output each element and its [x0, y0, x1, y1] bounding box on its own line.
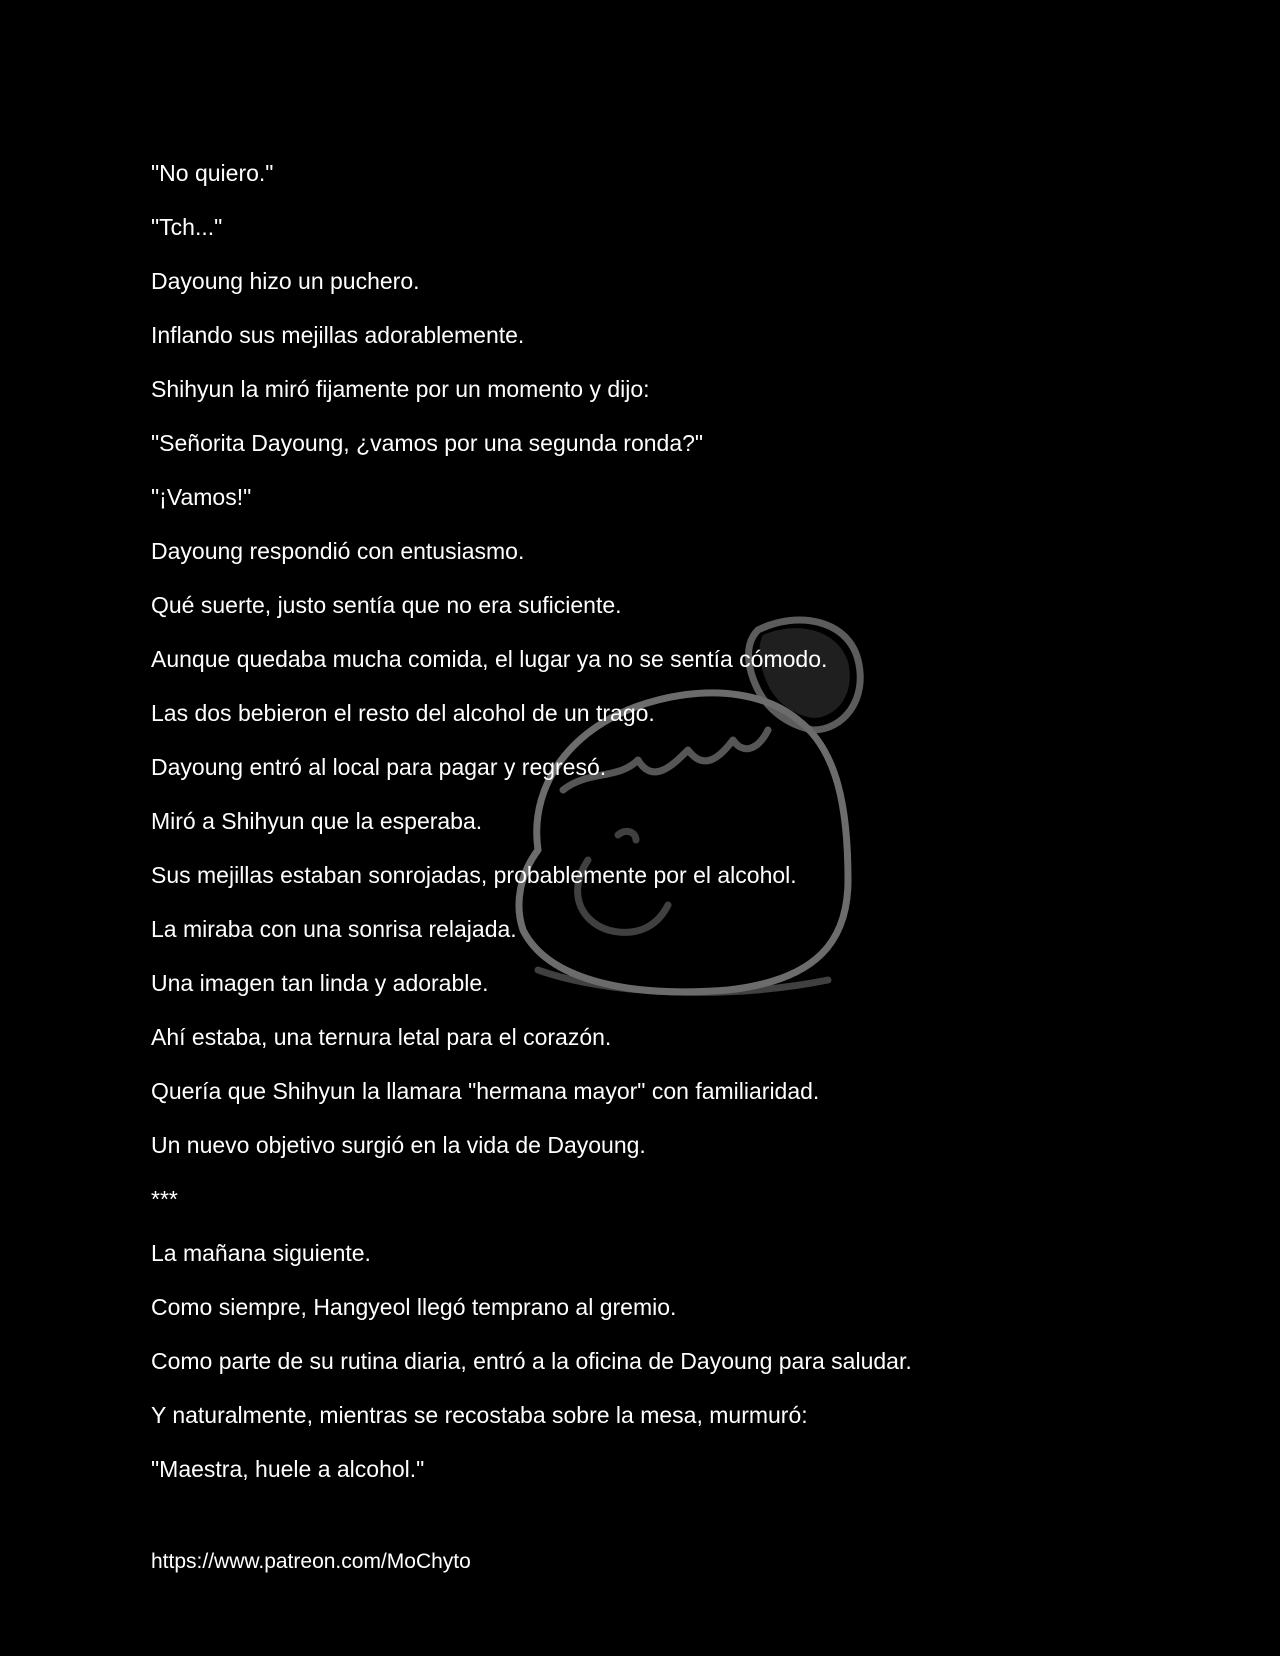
paragraph-line: Una imagen tan linda y adorable.: [151, 970, 489, 996]
paragraph-line: Un nuevo objetivo surgió en la vida de Dayoung.: [151, 1132, 646, 1158]
paragraph-line: "¡Vamos!": [151, 484, 252, 510]
paragraph-line: Inflando sus mejillas adorablemente.: [151, 322, 525, 348]
paragraph-line: Las dos bebieron el resto del alcohol de un trago.: [151, 700, 655, 726]
paragraph-line: Miró a Shihyun que la esperaba.: [151, 808, 483, 834]
paragraph-line: Como parte de su rutina diaria, entró a la oficina de Dayoung para saludar.: [151, 1348, 912, 1374]
paragraph-line: Shihyun la miró fijamente por un momento y dijo:: [151, 376, 650, 402]
paragraph-line: "Señorita Dayoung, ¿vamos por una segunda ronda?": [151, 430, 704, 456]
paragraph-line: Sus mejillas estaban sonrojadas, probablemente por el alcohol.: [151, 862, 797, 888]
paragraph-line: La miraba con una sonrisa relajada.: [151, 916, 517, 942]
paragraph-line: Ahí estaba, una ternura letal para el corazón.: [151, 1024, 612, 1050]
paragraph-line: Dayoung entró al local para pagar y regresó.: [151, 754, 607, 780]
paragraph-line: "No quiero.": [151, 160, 274, 186]
paragraph-line: Aunque quedaba mucha comida, el lugar ya no se sentía cómodo.: [151, 646, 828, 672]
paragraph-line: Dayoung respondió con entusiasmo.: [151, 538, 525, 564]
patreon-link[interactable]: https://www.patreon.com/MoChyto: [151, 1550, 471, 1573]
paragraph-line: Qué suerte, justo sentía que no era suficiente.: [151, 592, 622, 618]
story-text: [151, 146, 1171, 1496]
paragraph-line: "Tch...": [151, 214, 223, 240]
paragraph-line: Quería que Shihyun la llamara "hermana mayor" con familiaridad.: [151, 1078, 820, 1104]
paragraph-line: Y naturalmente, mientras se recostaba sobre la mesa, murmuró:: [151, 1402, 808, 1428]
scene-break: ***: [151, 1186, 178, 1212]
paragraph-line: Como siempre, Hangyeol llegó temprano al gremio.: [151, 1294, 677, 1320]
paragraph-line: La mañana siguiente.: [151, 1240, 371, 1266]
paragraph-line: "Maestra, huele a alcohol.": [151, 1456, 425, 1482]
paragraph-line: Dayoung hizo un puchero.: [151, 268, 420, 294]
